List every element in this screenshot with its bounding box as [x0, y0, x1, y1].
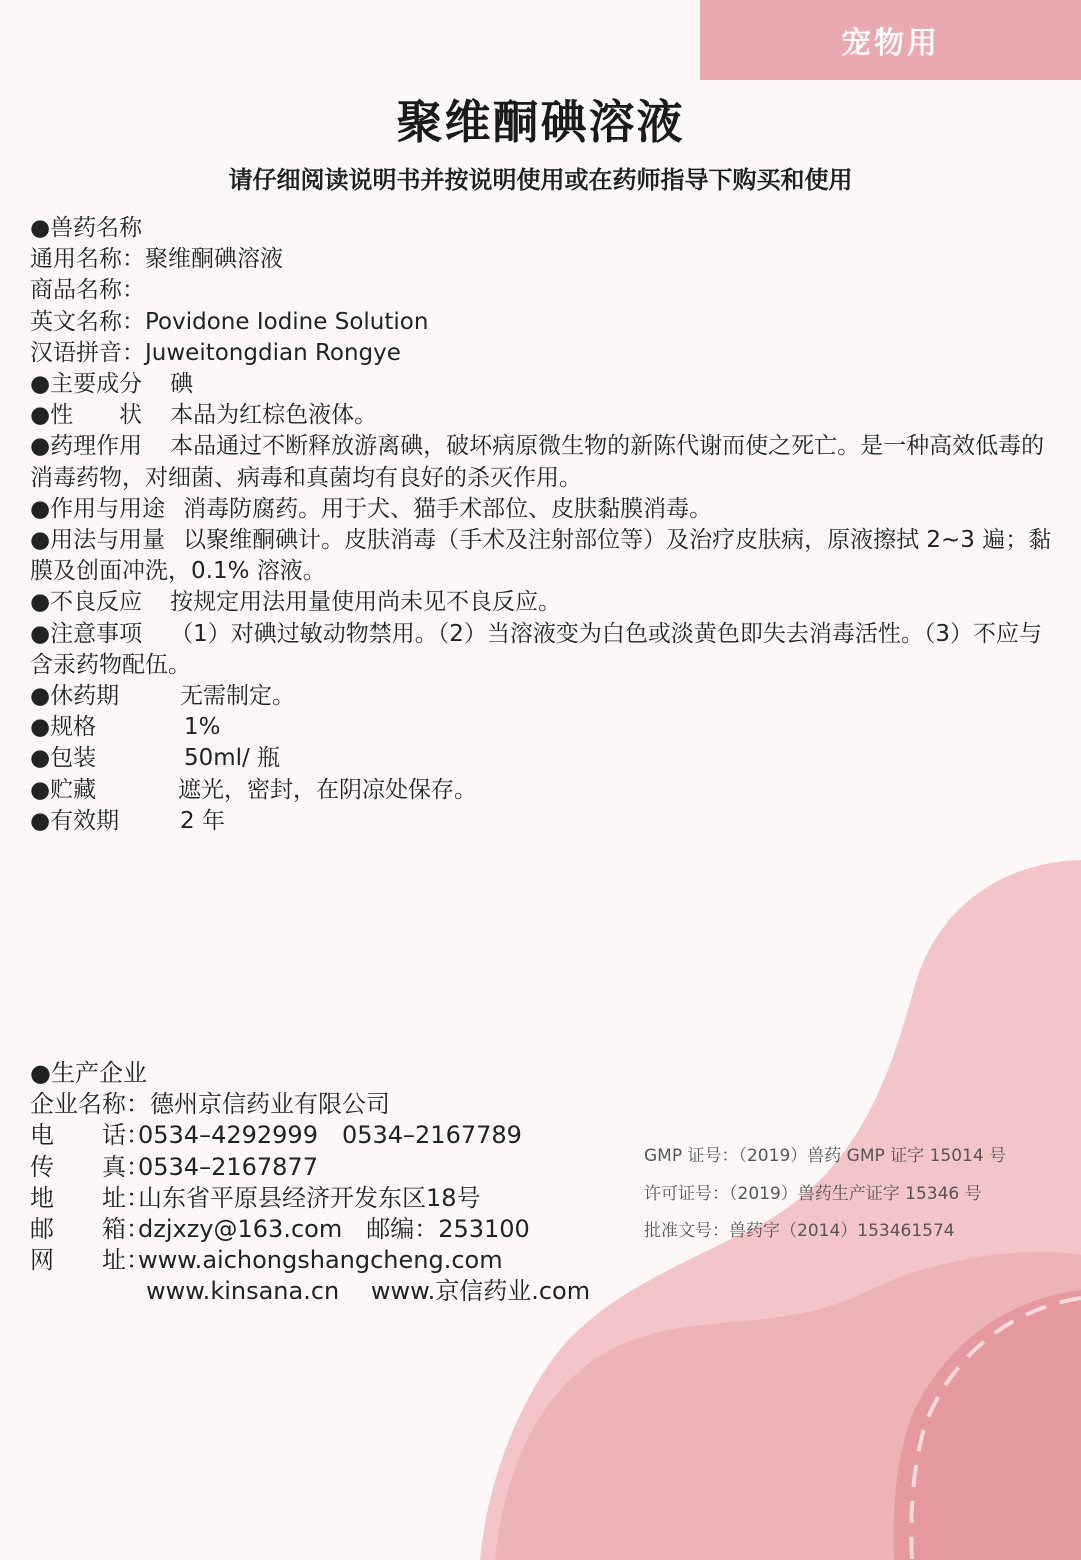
pharmacology-label: ●药理作用 — [30, 433, 143, 460]
gmp-certificate: GMP 证号：（2019）兽药 GMP 证字 15014 号 — [644, 1146, 1007, 1166]
withdrawal-value: 无需制定。 — [180, 683, 295, 710]
precautions-row — [30, 619, 1055, 681]
page-title: 聚维酮碘溶液 — [396, 95, 685, 149]
manufacturer-section — [30, 1058, 650, 1308]
pinyin-name: 汉语拼音：Juweitongdian Rongye — [30, 339, 401, 366]
storage-value: 遮光，密封，在阴凉处保存。 — [178, 776, 477, 803]
ingredient-label: ●主要成分 — [30, 371, 143, 398]
website-label: 网 址： — [30, 1246, 150, 1275]
character-row — [30, 400, 1055, 431]
address-row — [30, 1183, 650, 1214]
dosage-label: ●用法与用量 — [30, 527, 166, 554]
fax-row — [30, 1152, 650, 1183]
company-name: 企业名称：德州京信药业有限公司 — [30, 1090, 390, 1119]
email-label: 邮 箱： — [30, 1215, 150, 1244]
validity-label: ●有效期 — [30, 807, 120, 834]
dosage-row — [30, 525, 1055, 587]
phone-label: 电 话： — [30, 1121, 150, 1150]
email-row — [30, 1214, 650, 1245]
phone-value: 0534–4292999 0534–2167789 — [138, 1121, 522, 1150]
generic-name: 通用名称：聚维酮碘溶液 — [30, 246, 283, 273]
website-value: www.aichongshangcheng.com — [138, 1246, 503, 1275]
package-label: ●包装 — [30, 745, 97, 772]
storage-label: ●贮藏 — [30, 776, 97, 803]
fax-label: 传 真： — [30, 1152, 150, 1181]
spec-row — [30, 712, 1055, 743]
trade-name: 商品名称： — [30, 277, 145, 304]
instructions-body — [30, 213, 1055, 837]
drug-name-header: ●兽药名称 — [30, 215, 143, 241]
validity-value: 2 年 — [180, 807, 225, 834]
package-value: 50ml/ 瓶 — [184, 745, 281, 772]
adverse-row — [30, 587, 1055, 618]
certificates-block — [644, 1138, 1074, 1251]
indication-value: 消毒防腐药。用于犬、猫手术部位、皮肤黏膜消毒。 — [183, 495, 713, 522]
pharmacology-value: 本品通过不断释放游离碘，破坏病原微生物的新陈代谢而使之死亡。是一种高效低毒的消毒药物，对细菌、病毒和真菌均有良好的杀灭作用。 — [30, 433, 1045, 491]
website-row — [30, 1245, 650, 1276]
ingredient-value: 碘 — [170, 371, 194, 398]
manufacturer-header: ●生产企业 — [30, 1059, 147, 1087]
pet-use-tag: 宠物用 — [700, 0, 1081, 80]
character-value: 本品为红棕色液体。 — [170, 402, 378, 429]
storage-row — [30, 775, 1055, 806]
adverse-value: 按规定用法用量使用尚未见不良反应。 — [170, 589, 562, 616]
dosage-value: 以聚维酮碘计。皮肤消毒（手术及注射部位等）及治疗皮肤病，原液擦拭 2~3 遍；黏膜及创面冲洗，0.1% 溶液。 — [30, 527, 1052, 585]
withdrawal-row — [30, 681, 1055, 712]
validity-row — [30, 806, 1055, 837]
website-row-2: www.kinsana.cn www.京信药业.com — [146, 1277, 591, 1306]
character-label: ●性 状 — [30, 402, 143, 429]
spec-value: 1% — [184, 714, 221, 741]
approval-number: 批准文号：兽药字（2014）153461574 — [644, 1221, 955, 1241]
fax-value: 0534–2167877 — [138, 1152, 318, 1181]
indication-row — [30, 494, 1055, 525]
indication-label: ●作用与用途 — [30, 495, 166, 522]
email-value: dzjxzy@163.com 邮编：253100 — [138, 1215, 530, 1244]
spec-label: ●规格 — [30, 714, 97, 741]
precautions-label: ●注意事项 — [30, 620, 143, 647]
address-label: 地 址： — [30, 1183, 150, 1212]
ingredient-row — [30, 369, 1055, 400]
english-name: 英文名称：Povidone Iodine Solution — [30, 308, 429, 335]
page-subtitle: 请仔细阅读说明书并按说明使用或在药师指导下购买和使用 — [228, 166, 853, 194]
withdrawal-label: ●休药期 — [30, 683, 120, 710]
adverse-label: ●不良反应 — [30, 589, 143, 616]
phone-row — [30, 1120, 650, 1151]
pharmacology-row — [30, 431, 1055, 493]
production-license: 许可证号：（2019）兽药生产证字 15346 号 — [644, 1183, 982, 1204]
package-row — [30, 743, 1055, 774]
precautions-value: （1）对碘过敏动物禁用。（2）当溶液变为白色或淡黄色即失去消毒活性。（3）不应与含汞药物配伍。 — [30, 620, 1042, 678]
address-value: 山东省平原县经济开发东区18号 — [138, 1183, 481, 1212]
